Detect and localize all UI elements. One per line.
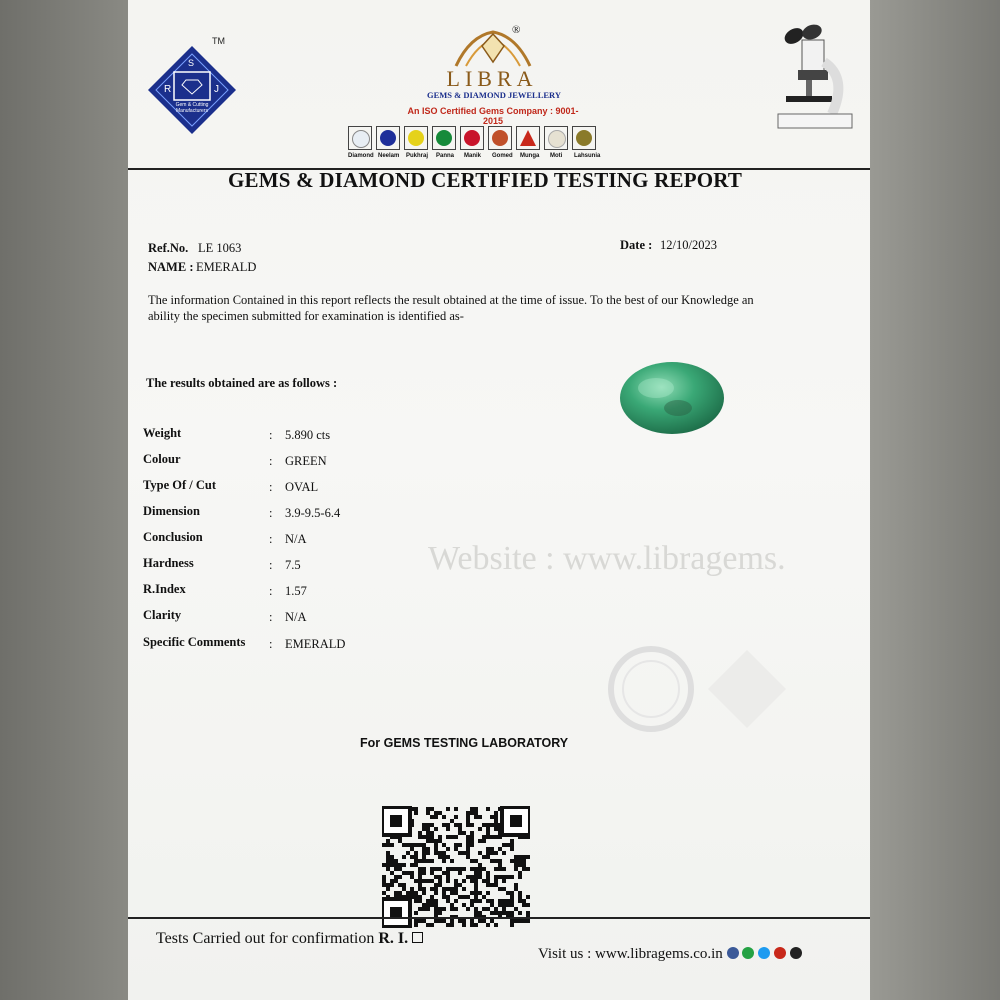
- whatsapp-icon[interactable]: [742, 947, 754, 959]
- footer-visit: [538, 946, 802, 963]
- libra-iso: An ISO Certified Gems Company : 9001-2015: [407, 106, 579, 126]
- gem-name: Gomed: [492, 153, 513, 159]
- checkbox-icon: [412, 932, 423, 943]
- result-colon: :: [269, 610, 273, 624]
- result-value: OVAL: [285, 480, 319, 494]
- instagram-icon[interactable]: [790, 947, 802, 959]
- result-value: 7.5: [285, 558, 301, 572]
- gem-name: Pukhraj: [406, 153, 429, 159]
- libra-name: LIBRA: [446, 66, 538, 91]
- result-colon: :: [269, 532, 273, 546]
- result-colon: :: [269, 454, 273, 468]
- result-row: [143, 504, 443, 524]
- gem-chip: [516, 126, 540, 150]
- emerald-gem-image: [616, 358, 728, 438]
- result-value: N/A: [285, 610, 307, 624]
- result-colon: :: [269, 506, 273, 520]
- result-row: [143, 608, 443, 628]
- seal-watermark-icon: [606, 644, 696, 734]
- gem-chip: [432, 126, 456, 150]
- srj-letter-j: J: [214, 84, 219, 95]
- intro-paragraph: The information Contained in this report reflects the result obtained at the time of issue. To the best of our Knowledge an ability the specimen submitted for examination is identified as-: [148, 293, 754, 323]
- name-value: EMERALD: [196, 260, 257, 274]
- srj-letter-r: R: [164, 84, 172, 95]
- result-colon: :: [269, 584, 273, 598]
- diamond-watermark-icon: [704, 646, 790, 732]
- panna-gem-icon: [436, 130, 452, 146]
- srj-letter-s: S: [188, 58, 195, 68]
- result-row: [143, 478, 443, 498]
- qr-code-icon: [382, 806, 530, 928]
- neelam-gem-icon: [380, 130, 396, 146]
- background-faint-text: [548, 196, 848, 276]
- gem-name: Neelam: [378, 153, 400, 159]
- gem-name: Moti: [550, 153, 563, 159]
- gem-chip: [544, 126, 568, 150]
- pukhraj-gem-icon: [408, 130, 424, 146]
- website-watermark: Website : www.libragems.: [428, 540, 786, 577]
- gem-strip: [348, 126, 648, 150]
- result-value: 1.57: [285, 584, 307, 598]
- result-colon: :: [269, 637, 273, 651]
- result-value: 3.9-9.5-6.4: [285, 506, 341, 520]
- lab-line: For GEMS TESTING LABORATORY: [360, 736, 569, 750]
- date-value: 12/10/2023: [660, 238, 717, 252]
- name-label: NAME :: [148, 260, 194, 274]
- moti-gem-icon: [548, 130, 566, 148]
- certificate-sheet: [128, 0, 870, 1000]
- libra-subtitle: GEMS & DIAMOND JEWELLERY: [426, 90, 562, 100]
- result-value: EMERALD: [285, 637, 346, 651]
- gem-name: Munga: [520, 153, 540, 159]
- twitter-icon[interactable]: [758, 947, 770, 959]
- result-label: Dimension: [143, 504, 200, 518]
- diamond-gem-icon: [352, 130, 370, 148]
- footer-tests: [156, 930, 423, 948]
- result-row: [143, 556, 443, 576]
- gem-chip: [348, 126, 372, 150]
- footer-divider: [128, 917, 870, 919]
- result-row: [143, 582, 443, 602]
- result-label: Type Of / Cut: [143, 478, 217, 492]
- libra-crest-icon: [450, 26, 536, 70]
- result-colon: :: [269, 480, 273, 494]
- facebook-icon[interactable]: [727, 947, 739, 959]
- gem-names-row: [348, 153, 648, 161]
- result-row: [143, 635, 443, 655]
- gomed-gem-icon: [492, 130, 508, 146]
- gem-chip: [460, 126, 484, 150]
- libra-registered: ®: [512, 24, 521, 36]
- gem-name: Diamond: [348, 153, 374, 159]
- result-label: Clarity: [143, 608, 182, 622]
- results-heading: The results obtained are as follows :: [146, 376, 338, 390]
- gem-name: Lahsunia: [574, 153, 601, 159]
- gem-chip: [572, 126, 596, 150]
- footer-tests-text: Tests Carried out for confirmation: [156, 930, 375, 947]
- gem-chip: [404, 126, 428, 150]
- srj-logo: [140, 36, 250, 140]
- ref-value: LE 1063: [198, 241, 242, 255]
- result-label: Hardness: [143, 556, 194, 570]
- footer-visit-text[interactable]: Visit us : www.libragems.co.in: [538, 946, 723, 962]
- ref-label: Ref.No.: [148, 241, 189, 255]
- date-label: Date :: [620, 238, 653, 252]
- result-label: R.Index: [143, 582, 186, 596]
- result-label: Specific Comments: [143, 635, 246, 649]
- srj-tm: TM: [212, 36, 225, 46]
- munga-gem-icon: [520, 130, 536, 146]
- result-colon: :: [269, 428, 273, 442]
- srj-diamond-icon: [140, 40, 250, 140]
- result-colon: :: [269, 558, 273, 572]
- srj-caption: Gem & Cutting Manufacturers: [175, 102, 209, 114]
- lahsunia-gem-icon: [576, 130, 592, 146]
- result-row: [143, 426, 443, 446]
- youtube-icon[interactable]: [774, 947, 786, 959]
- footer-ri: R. I.: [378, 930, 409, 947]
- result-value: N/A: [285, 532, 307, 546]
- gem-chip: [488, 126, 512, 150]
- gem-chip: [376, 126, 400, 150]
- result-label: Weight: [143, 426, 182, 440]
- result-value: 5.890 cts: [285, 428, 331, 442]
- result-label: Colour: [143, 452, 181, 466]
- result-value: GREEN: [285, 454, 327, 468]
- result-row: [143, 452, 443, 472]
- background-left: [0, 0, 130, 1000]
- result-label: Conclusion: [143, 530, 203, 544]
- manik-gem-icon: [464, 130, 480, 146]
- gem-name: Manik: [464, 153, 482, 159]
- report-title: GEMS & DIAMOND CERTIFIED TESTING REPORT: [228, 168, 743, 192]
- background-right: [868, 0, 1000, 1000]
- qr-code[interactable]: [382, 806, 530, 928]
- result-row: [143, 530, 443, 550]
- microscope-icon: [768, 22, 858, 132]
- gem-name: Panna: [436, 153, 455, 159]
